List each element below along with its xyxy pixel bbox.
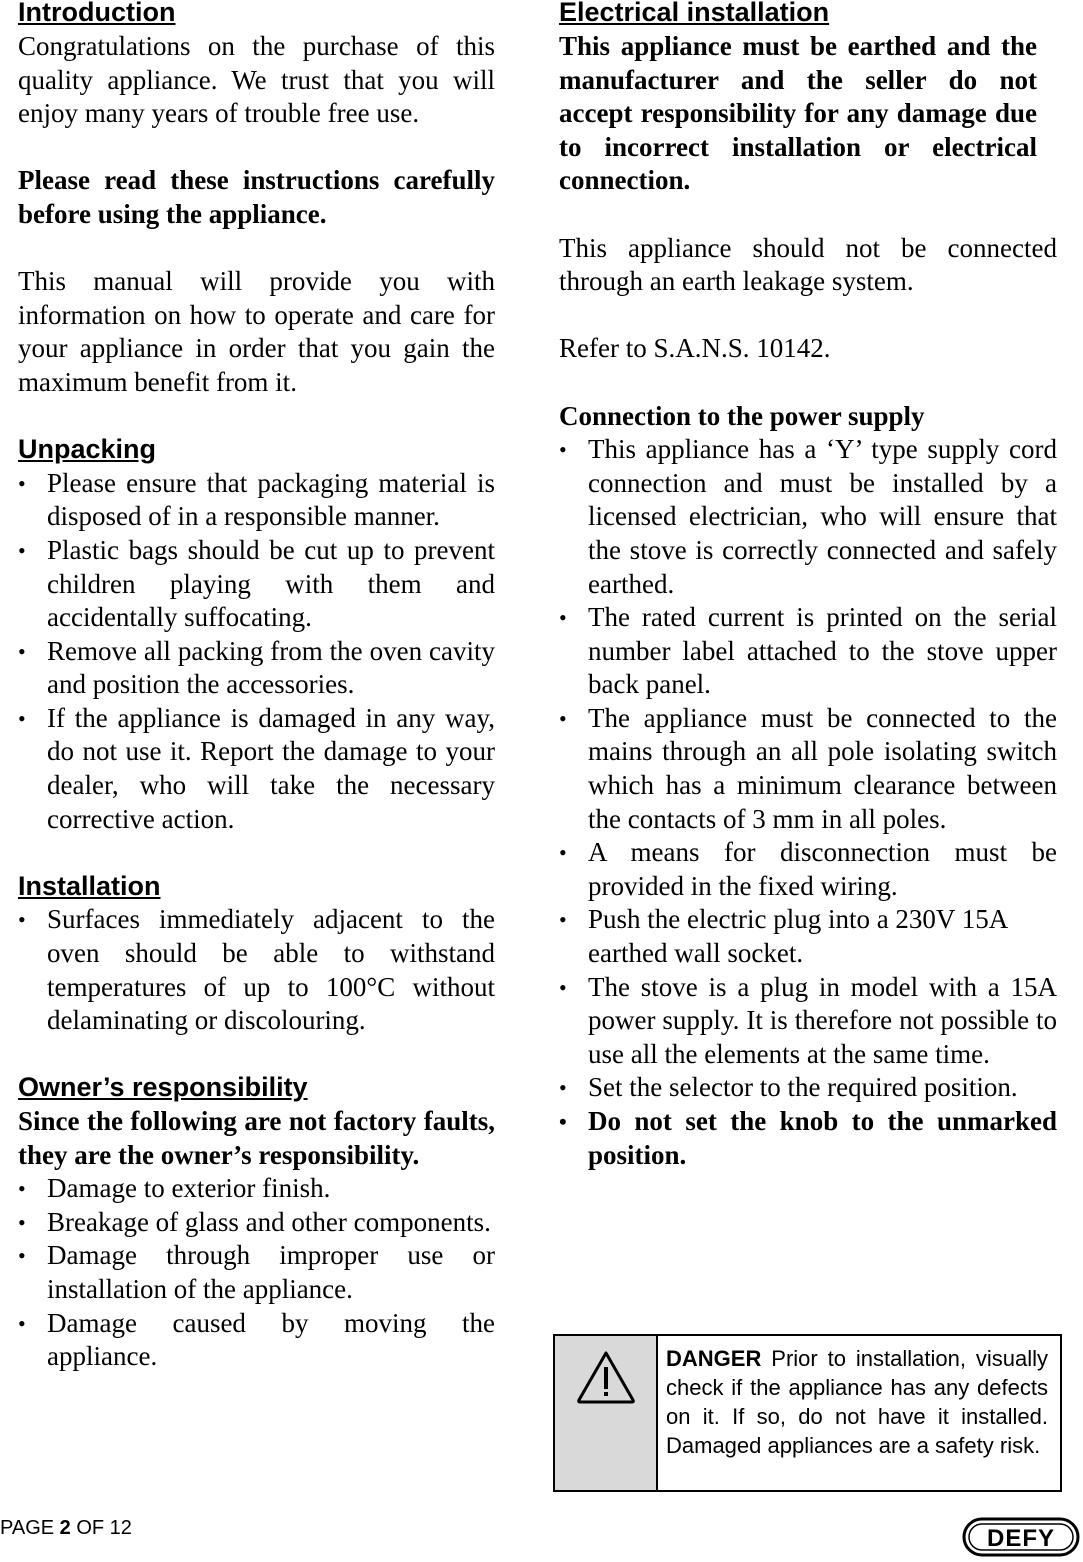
danger-label: DANGER [666, 1346, 762, 1371]
unmarked-position-warning: • Do not set the knob to the unmarked position. [559, 1105, 1057, 1172]
page-total: OF 12 [76, 1517, 132, 1539]
list-item: • Surfaces immediately adjacent to the oven should be able to withstand temperatures of up to 100°C without delaminating or discolouring. [18, 903, 495, 1037]
list-item: • Breakage of glass and other components. [18, 1206, 495, 1240]
installation-heading: Installation [18, 870, 161, 901]
right-column [559, 0, 1057, 1172]
defy-logo [962, 1517, 1080, 1562]
sans-reference: Refer to S.A.N.S. 10142. [559, 333, 831, 364]
list-item: • Remove all packing from the oven cavity and position the accessories. [18, 635, 495, 702]
introduction-heading: Introduction [18, 0, 176, 27]
installation-list [18, 903, 495, 1037]
list-item: • Plastic bags should be cut up to prevent children playing with them and accidentally suffocating. [18, 534, 495, 635]
owner-responsibility-heading: Owner’s responsibility [18, 1072, 308, 1103]
read-instructions-notice: Please read these instructions carefully before using the appliance. [18, 165, 495, 229]
connection-list [559, 433, 1057, 1172]
list-item: • If the appliance is damaged in any way, do not use it. Report the damage to your dealer, who will take the necessary corrective action. [18, 702, 495, 836]
connection-heading: Connection to the power supply [559, 400, 925, 431]
unpacking-list [18, 467, 495, 837]
list-item: • The stove is a plug in model with a 15A power supply. It is therefore not possible to use all the elements at the same time. [559, 971, 1057, 1072]
list-item: • Damage through improper use or installation of the appliance. [18, 1239, 495, 1306]
warning-triangle-icon [576, 1350, 636, 1404]
owner-responsibility-list [18, 1172, 495, 1374]
manual-purpose-paragraph: This manual will provide you with information on how to operate and care for your appliance in order that you gain the maximum benefit from it. [18, 266, 495, 397]
list-item: • The rated current is printed on the serial number label attached to the stove upper back panel. [559, 601, 1057, 702]
danger-icon-cell [555, 1336, 658, 1490]
page-current: 2 [59, 1517, 71, 1539]
brand-name: DEFY [986, 1525, 1056, 1552]
list-item: • Set the selector to the required position. [559, 1071, 1057, 1105]
intro-paragraph: Congratulations on the purchase of this quality appliance. We trust that you will enjoy many years of trouble free use. [18, 31, 495, 129]
list-item: • Damage to exterior finish. [18, 1172, 495, 1206]
unpacking-heading: Unpacking [18, 434, 157, 465]
danger-message: Prior to installation, visually check if the appliance has any defects on it. If so, do not have it installed. Damaged appliances are a safety risk. [666, 1346, 1048, 1458]
earth-leakage-paragraph: This appliance should not be connected through an earth leakage system. [559, 232, 1057, 297]
danger-notice-box [553, 1334, 1062, 1492]
owner-responsibility-intro: Since the following are not factory faults, they are the owner’s responsibility. [18, 1106, 495, 1170]
list-item: • Please ensure that packaging material is disposed of in a responsible manner. [18, 467, 495, 534]
list-item: • The appliance must be connected to the mains through an all pole isolating switch which has a minimum clearance between the contacts of 3 mm in all poles. [559, 702, 1057, 836]
defy-logo-mark [962, 1517, 1080, 1557]
list-item: • Damage caused by moving the appliance. [18, 1307, 495, 1374]
list-item: • This appliance has a ‘Y’ type supply cord connection and must be installed by a licensed electrician, who will ensure that the stove is correctly connected and safely earthed. [559, 433, 1057, 601]
earthing-warning: This appliance must be earthed and the manufacturer and the seller do not accept responsibility for any damage due to incorrect installation or electrical connection. [559, 31, 1037, 196]
page-prefix: PAGE [0, 1517, 55, 1539]
list-item: • Push the electric plug into a 230V 15A earthed wall socket. [559, 903, 1057, 970]
electrical-installation-heading: Electrical installation [559, 0, 830, 27]
list-item: • A means for disconnection must be provided in the fixed wiring. [559, 836, 1057, 903]
danger-text [658, 1336, 1060, 1490]
left-column [18, 0, 495, 1374]
page-number [0, 1517, 132, 1540]
